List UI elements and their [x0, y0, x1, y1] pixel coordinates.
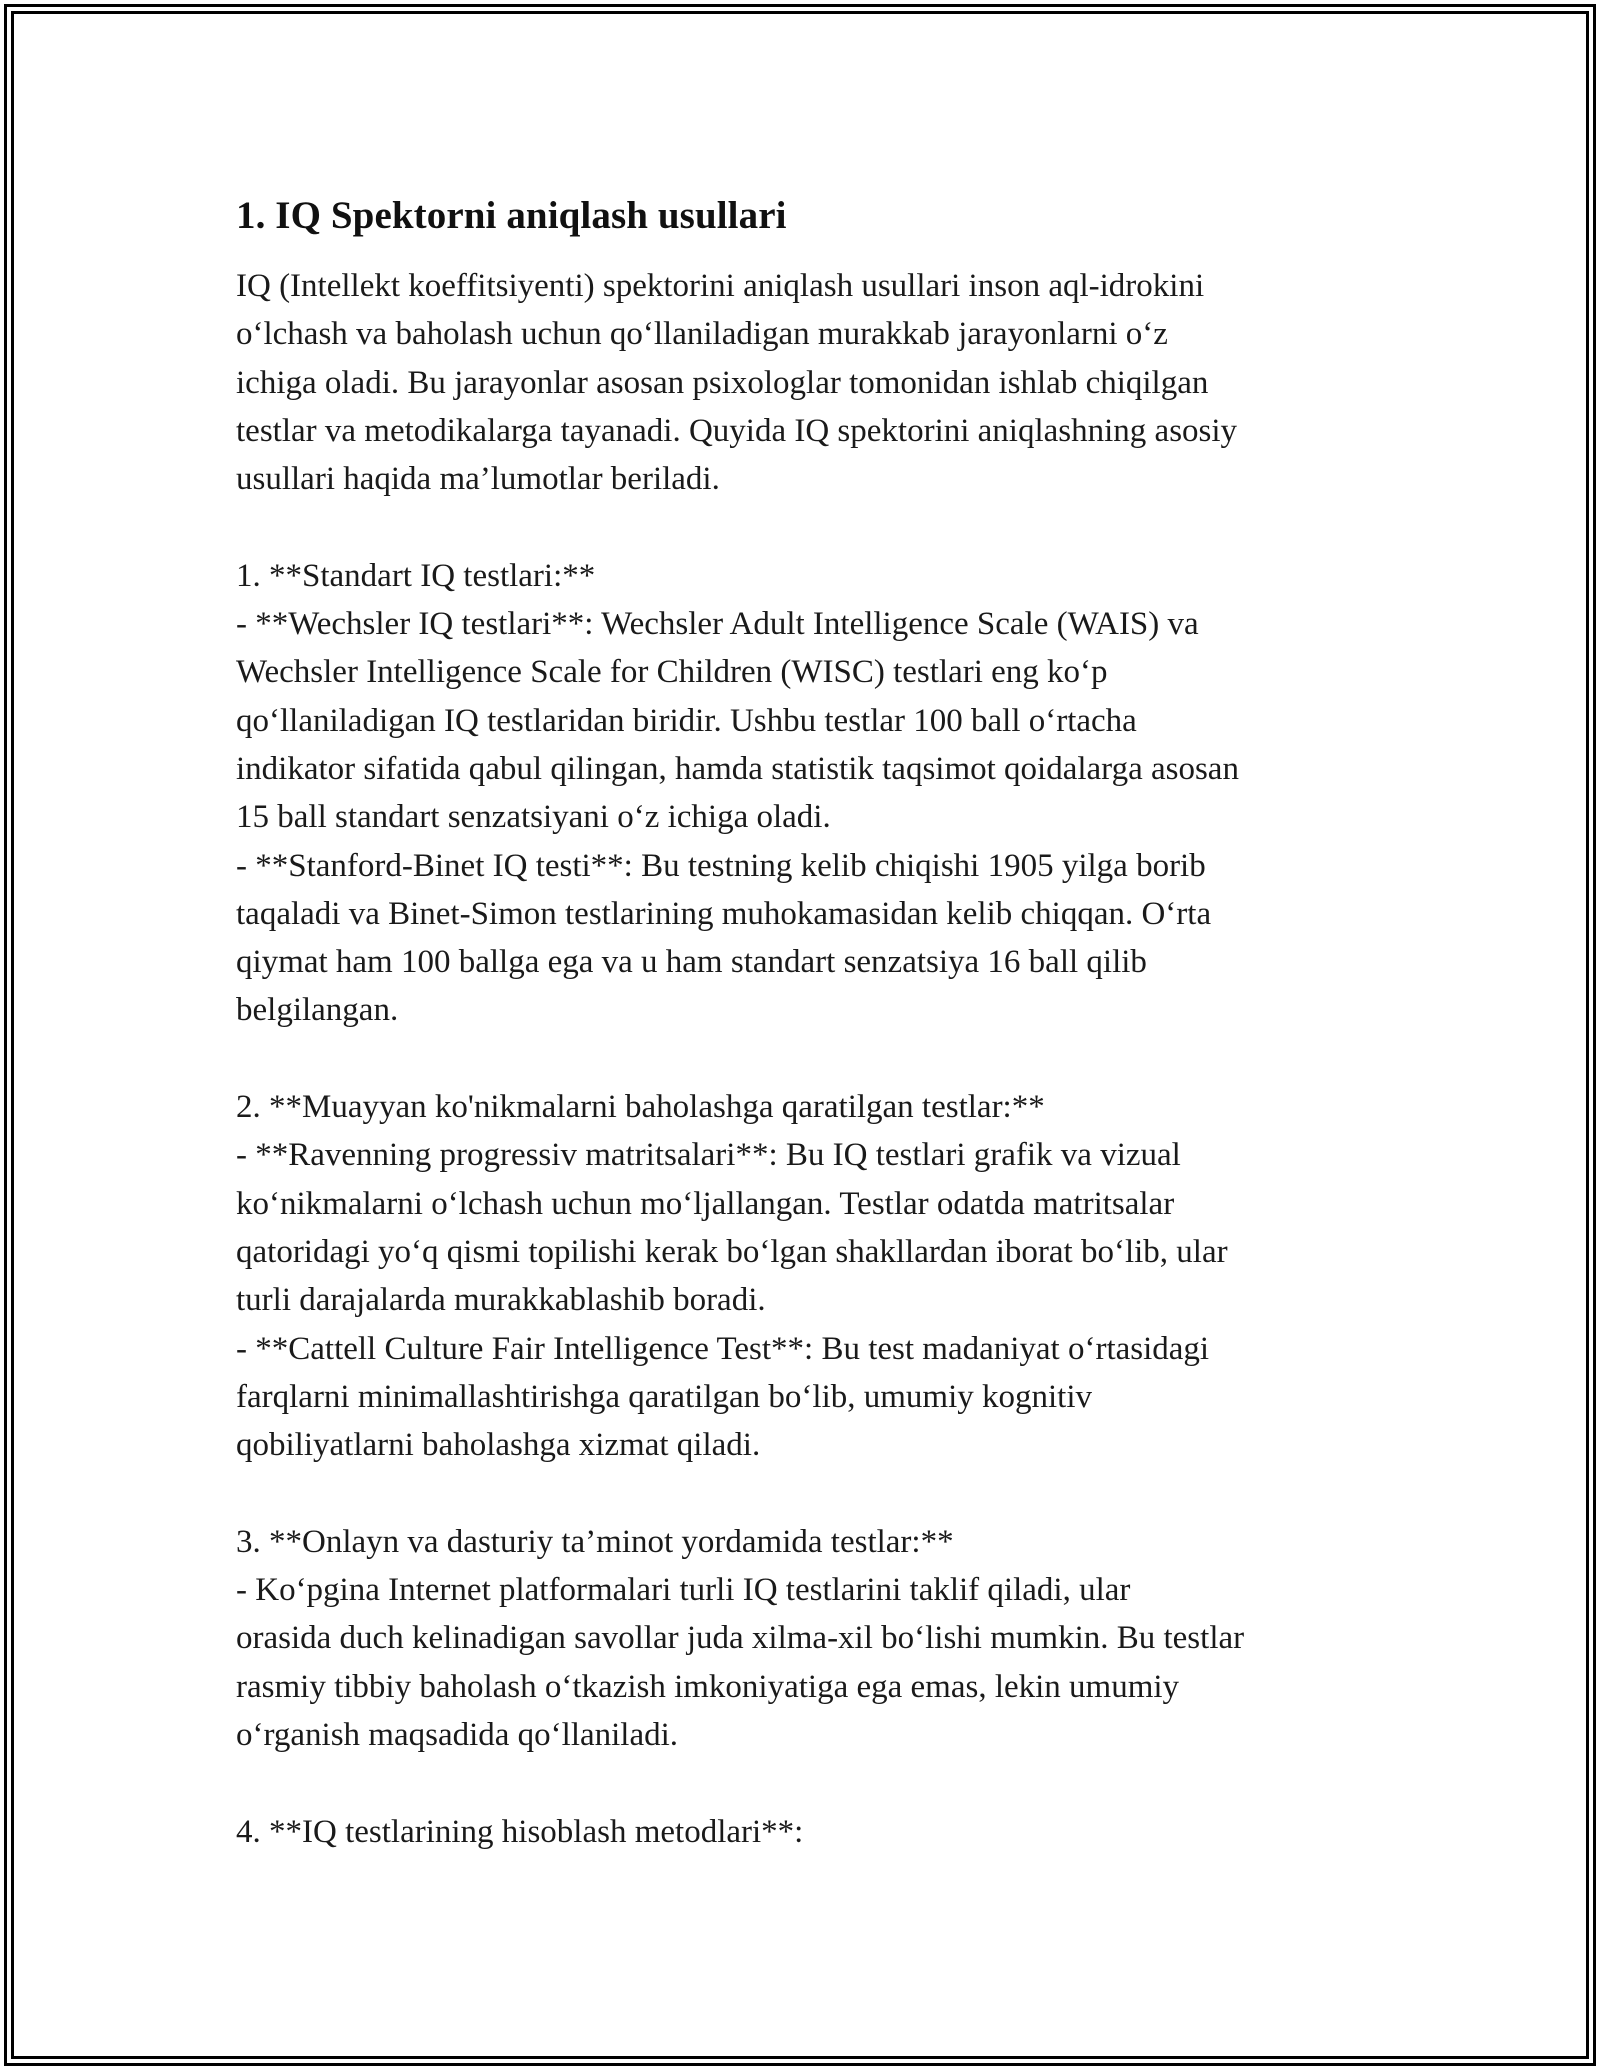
- section-heading: 1. IQ Spektorni aniqlash usullari: [236, 194, 787, 237]
- section-body: IQ (Intellekt koeffitsiyenti) spektorini aniqlash usullari inson aql-idrokini o‘lchash va baholash uchun qo‘llaniladigan murakkab jarayonlarni o‘z ichiga oladi. Bu jarayonlar asosan psixologlar tomonidan ishlab chiqilgan testlar va metodikalarga tayanadi. Quyida IQ spektorini aniqlashning asosiy usullari haqida ma’lumotlar beriladi. 1. **Standart IQ testlari:** - **Wechsler IQ testlari**: Wechsler Adult Intelligence Scale (WAIS) va Wechsler Intelligence Scale for Children (WISC) testlari eng ko‘p qo‘llaniladigan IQ testlaridan biridir. Ushbu testlar 100 ball o‘rtacha indikator sifatida qabul qilingan, hamda statistik taqsimot qoidalarga asosan 15 ball standart senzatsiyani o‘z ichiga oladi. - **Stanford-Binet IQ testi**: Bu testning kelib chiqishi 1905 yilga borib taqaladi va Binet-Simon testlarining muhokamasidan kelib chiqqan. O‘rta qiymat ham 100 ballga ega va u ham standart senzatsiya 16 ball qilib belgilangan. 2. **Muayyan ko'nikmalarni baholashga qaratilgan testlar:** - **Ravenning progressiv matritsalari**: Bu IQ testlari grafik va vizual ko‘nikmalarni o‘lchash uchun mo‘ljallangan. Testlar odatda matritsalar qatoridagi yo‘q qismi topilishi kerak bo‘lgan shakllardan iborat bo‘lib, ular turli darajalarda murakkablashib boradi. - **Cattell Culture Fair Intelligence Test**: Bu test madaniyat o‘rtasidagi farqlarni minimallashtirishga qaratilgan bo‘lib, umumiy kognitiv qobiliyatlarni baholashga xizmat qiladi. 3. **Onlayn va dasturiy ta’minot yordamida testlar:** - Ko‘pgina Internet platformalari turli IQ testlarini taklif qiladi, ular orasida duch kelinadigan savollar juda xilma-xil bo‘lishi mumkin. Bu testlar rasmiy tibbiy baholash o‘tkazish imkoniyatiga ega emas, lekin umumiy o‘rganish maqsadida qo‘llaniladi. 4. **IQ testlarining hisoblash metodlari**:: [236, 268, 1245, 1850]
- document-content: [236, 188, 1366, 1856]
